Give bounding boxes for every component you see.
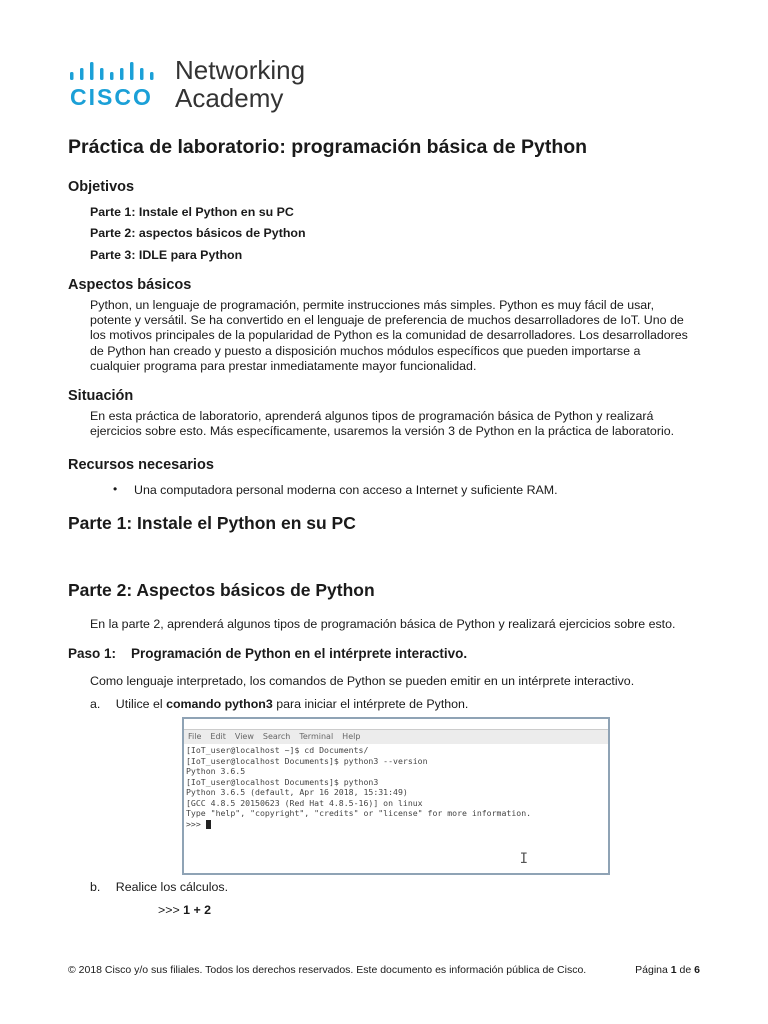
page-current: 1 xyxy=(670,964,677,976)
menu-terminal: Terminal xyxy=(299,732,334,741)
step-text: para iniciar el intérprete de Python. xyxy=(272,697,469,711)
situacion-paragraph xyxy=(90,409,710,439)
step-marker: a. xyxy=(90,697,101,711)
terminal-line: [IoT_user@localhost Documents]$ python3 xyxy=(186,776,379,787)
terminal-screenshot xyxy=(182,717,610,875)
document-title: Práctica de laboratorio: programación básica de Python xyxy=(68,136,588,158)
heading-recursos: Recursos necesarios xyxy=(68,457,214,473)
terminal-line: Type "help", "copyright", "credits" or "license" for more information. xyxy=(186,808,532,818)
page-of: de xyxy=(676,964,695,976)
cisco-logo-bars-icon xyxy=(70,60,166,82)
recursos-bullet: Una computadora personal moderna con acceso a Internet y suficiente RAM. xyxy=(134,483,558,497)
logo-line-2: Academy xyxy=(175,83,284,113)
menu-help: Help xyxy=(342,732,361,741)
step-text: Utilice el xyxy=(115,697,167,711)
text-line: En esta práctica de laboratorio, aprenderá algunos tipos de programación básica de Python y realizará xyxy=(90,409,654,423)
aspectos-paragraph xyxy=(90,298,710,374)
page-total: 6 xyxy=(694,964,700,976)
terminal-output xyxy=(184,744,608,830)
heading-parte-1: Parte 1: Instale el Python en su PC xyxy=(68,513,356,533)
text-line: Python, un lenguaje de programación, permite instrucciones más simples. Python es muy fácil de usar, xyxy=(90,298,655,312)
terminal-line: [IoT_user@localhost ~]$ cd Documents/ xyxy=(186,745,369,755)
text-line: cualquier programa para prestar inmediatamente mayor funcionalidad. xyxy=(90,358,477,373)
step-command: comando python3 xyxy=(166,697,273,711)
netacad-logo-text xyxy=(175,56,305,112)
step-marker: b. xyxy=(90,880,101,894)
heading-aspectos: Aspectos básicos xyxy=(68,277,192,293)
text-cursor-icon: I xyxy=(519,851,528,867)
text-line: los motivos principales de la popularidad de Python es la comunidad de desarrolladores. Los desarrolladores xyxy=(90,328,688,343)
terminal-line: Python 3.6.5 (default, Apr 16 2018, 15:31:49) xyxy=(186,787,408,797)
heading-parte-2: Parte 2: Aspectos básicos de Python xyxy=(68,580,375,600)
heading-situacion: Situación xyxy=(68,388,134,404)
expression: 1 + 2 xyxy=(183,903,212,917)
parte-2-intro: En la parte 2, aprenderá algunos tipos de programación básica de Python y realizará ejercicios sobre esto. xyxy=(90,617,676,631)
terminal-line: Python 3.6.5 xyxy=(186,766,246,776)
page-label: Página xyxy=(635,964,671,976)
heading-objetivos: Objetivos xyxy=(68,179,135,195)
cisco-logo-wordmark: CISCO xyxy=(70,84,153,110)
terminal-titlebar xyxy=(184,719,608,730)
text-line: potente y versátil. Se ha convertido en el lenguaje de preferencia de muchos desarrolladores de IoT. Uno de xyxy=(90,313,684,328)
text-line: de Python han creado y puesto a disposición muchos módulos específicos que pueden importarse a xyxy=(90,343,641,358)
terminal-prompt: >>> xyxy=(186,818,206,829)
step-a xyxy=(90,697,710,712)
menu-edit: Edit xyxy=(210,732,226,741)
step-text: Realice los cálculos. xyxy=(115,880,229,894)
objective-item: Parte 1: Instale el Python en su PC xyxy=(90,205,294,219)
objective-item: Parte 2: aspectos básicos de Python xyxy=(90,226,306,240)
menu-view: View xyxy=(234,732,254,741)
terminal-line: [IoT_user@localhost Documents]$ python3 --version xyxy=(186,755,428,766)
bullet-icon: • xyxy=(113,482,118,496)
terminal-menubar xyxy=(184,730,608,744)
text-line: ejercicios sobre esto. Más específicamente, usaremos la versión 3 de Python en la práctica de laboratorio. xyxy=(90,424,675,439)
menu-search: Search xyxy=(262,732,291,741)
footer-copyright: © 2018 Cisco y/o sus filiales. Todos los derechos reservados. Este documento es información pública de Cisco. xyxy=(68,964,587,976)
cursor-icon xyxy=(206,820,211,829)
objective-item: Parte 3: IDLE para Python xyxy=(90,248,243,262)
paso-1-intro: Como lenguaje interpretado, los comandos de Python se pueden emitir en un intérprete interactivo. xyxy=(90,674,635,688)
calc-example xyxy=(158,903,768,918)
prompt-text: >>> xyxy=(158,903,184,917)
menu-file: File xyxy=(188,732,202,741)
heading-paso-1: Paso 1: Programación de Python en el intérprete interactivo. xyxy=(68,646,468,661)
logo-line-1: Networking xyxy=(175,55,306,85)
step-b xyxy=(90,880,710,895)
footer-page-number xyxy=(635,964,700,976)
terminal-line: [GCC 4.8.5 20150623 (Red Hat 4.8.5-16)] on linux xyxy=(186,797,423,808)
